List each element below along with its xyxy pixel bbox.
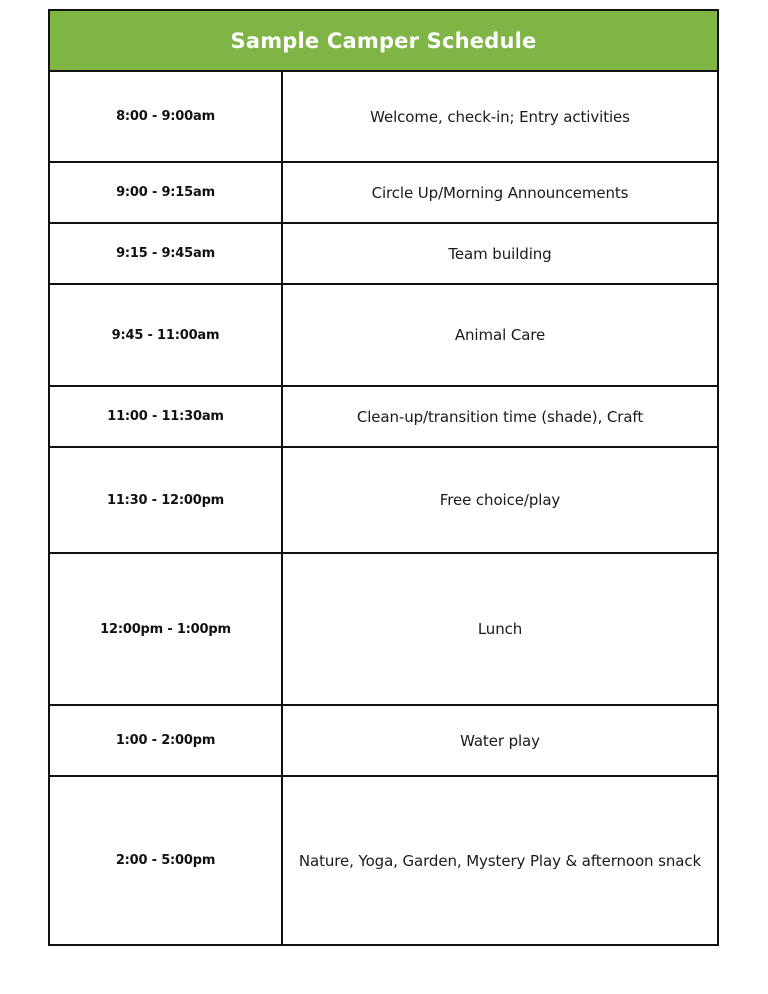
activity-cell	[283, 285, 717, 385]
time-cell	[50, 224, 283, 283]
activity-label: Nature, Yoga, Garden, Mystery Play & afternoon snack	[298, 851, 702, 870]
time-cell	[50, 448, 283, 552]
time-slot: 8:00 - 9:00am	[116, 109, 215, 124]
time-cell	[50, 777, 283, 944]
time-cell	[50, 387, 283, 446]
schedule-row	[50, 554, 717, 706]
time-cell	[50, 163, 283, 222]
activity-cell	[283, 163, 717, 222]
activity-label: Free choice/play	[439, 491, 561, 509]
schedule-row	[50, 163, 717, 224]
activity-label: Welcome, check-in; Entry activities	[370, 107, 630, 126]
schedule-table	[48, 9, 719, 946]
activity-cell	[283, 448, 717, 552]
activity-cell	[283, 554, 717, 704]
activity-label: Water play	[460, 731, 540, 750]
schedule-row	[50, 72, 717, 163]
time-slot: 9:15 - 9:45am	[116, 246, 215, 261]
activity-cell	[283, 706, 717, 775]
time-cell	[50, 706, 283, 775]
time-cell	[50, 554, 283, 704]
schedule-title: Sample Camper Schedule	[230, 28, 537, 53]
activity-label: Lunch	[477, 620, 523, 638]
activity-label: Clean-up/transition time (shade), Craft	[356, 407, 644, 426]
activity-cell	[283, 387, 717, 446]
activity-cell	[283, 72, 717, 161]
time-slot: 1:00 - 2:00pm	[115, 733, 216, 748]
activity-cell	[283, 777, 717, 944]
activity-label: Animal Care	[454, 326, 546, 344]
activity-label: Circle Up/Morning Announcements	[371, 183, 629, 202]
time-slot: 11:00 - 11:30am	[107, 409, 224, 424]
time-slot: 9:45 - 11:00am	[111, 327, 220, 343]
time-slot: 12:00pm - 1:00pm	[100, 621, 231, 637]
activity-cell	[283, 224, 717, 283]
schedule-row	[50, 448, 717, 554]
schedule-row	[50, 224, 717, 285]
time-slot: 2:00 - 5:00pm	[115, 853, 216, 868]
activity-label: Team building	[448, 244, 552, 263]
time-slot: 9:00 - 9:15am	[116, 185, 215, 200]
schedule-row	[50, 285, 717, 387]
schedule-header	[50, 11, 717, 72]
schedule-row	[50, 387, 717, 448]
time-cell	[50, 72, 283, 161]
time-cell	[50, 285, 283, 385]
schedule-row	[50, 777, 717, 944]
time-slot: 11:30 - 12:00pm	[106, 492, 225, 508]
schedule-row	[50, 706, 717, 777]
